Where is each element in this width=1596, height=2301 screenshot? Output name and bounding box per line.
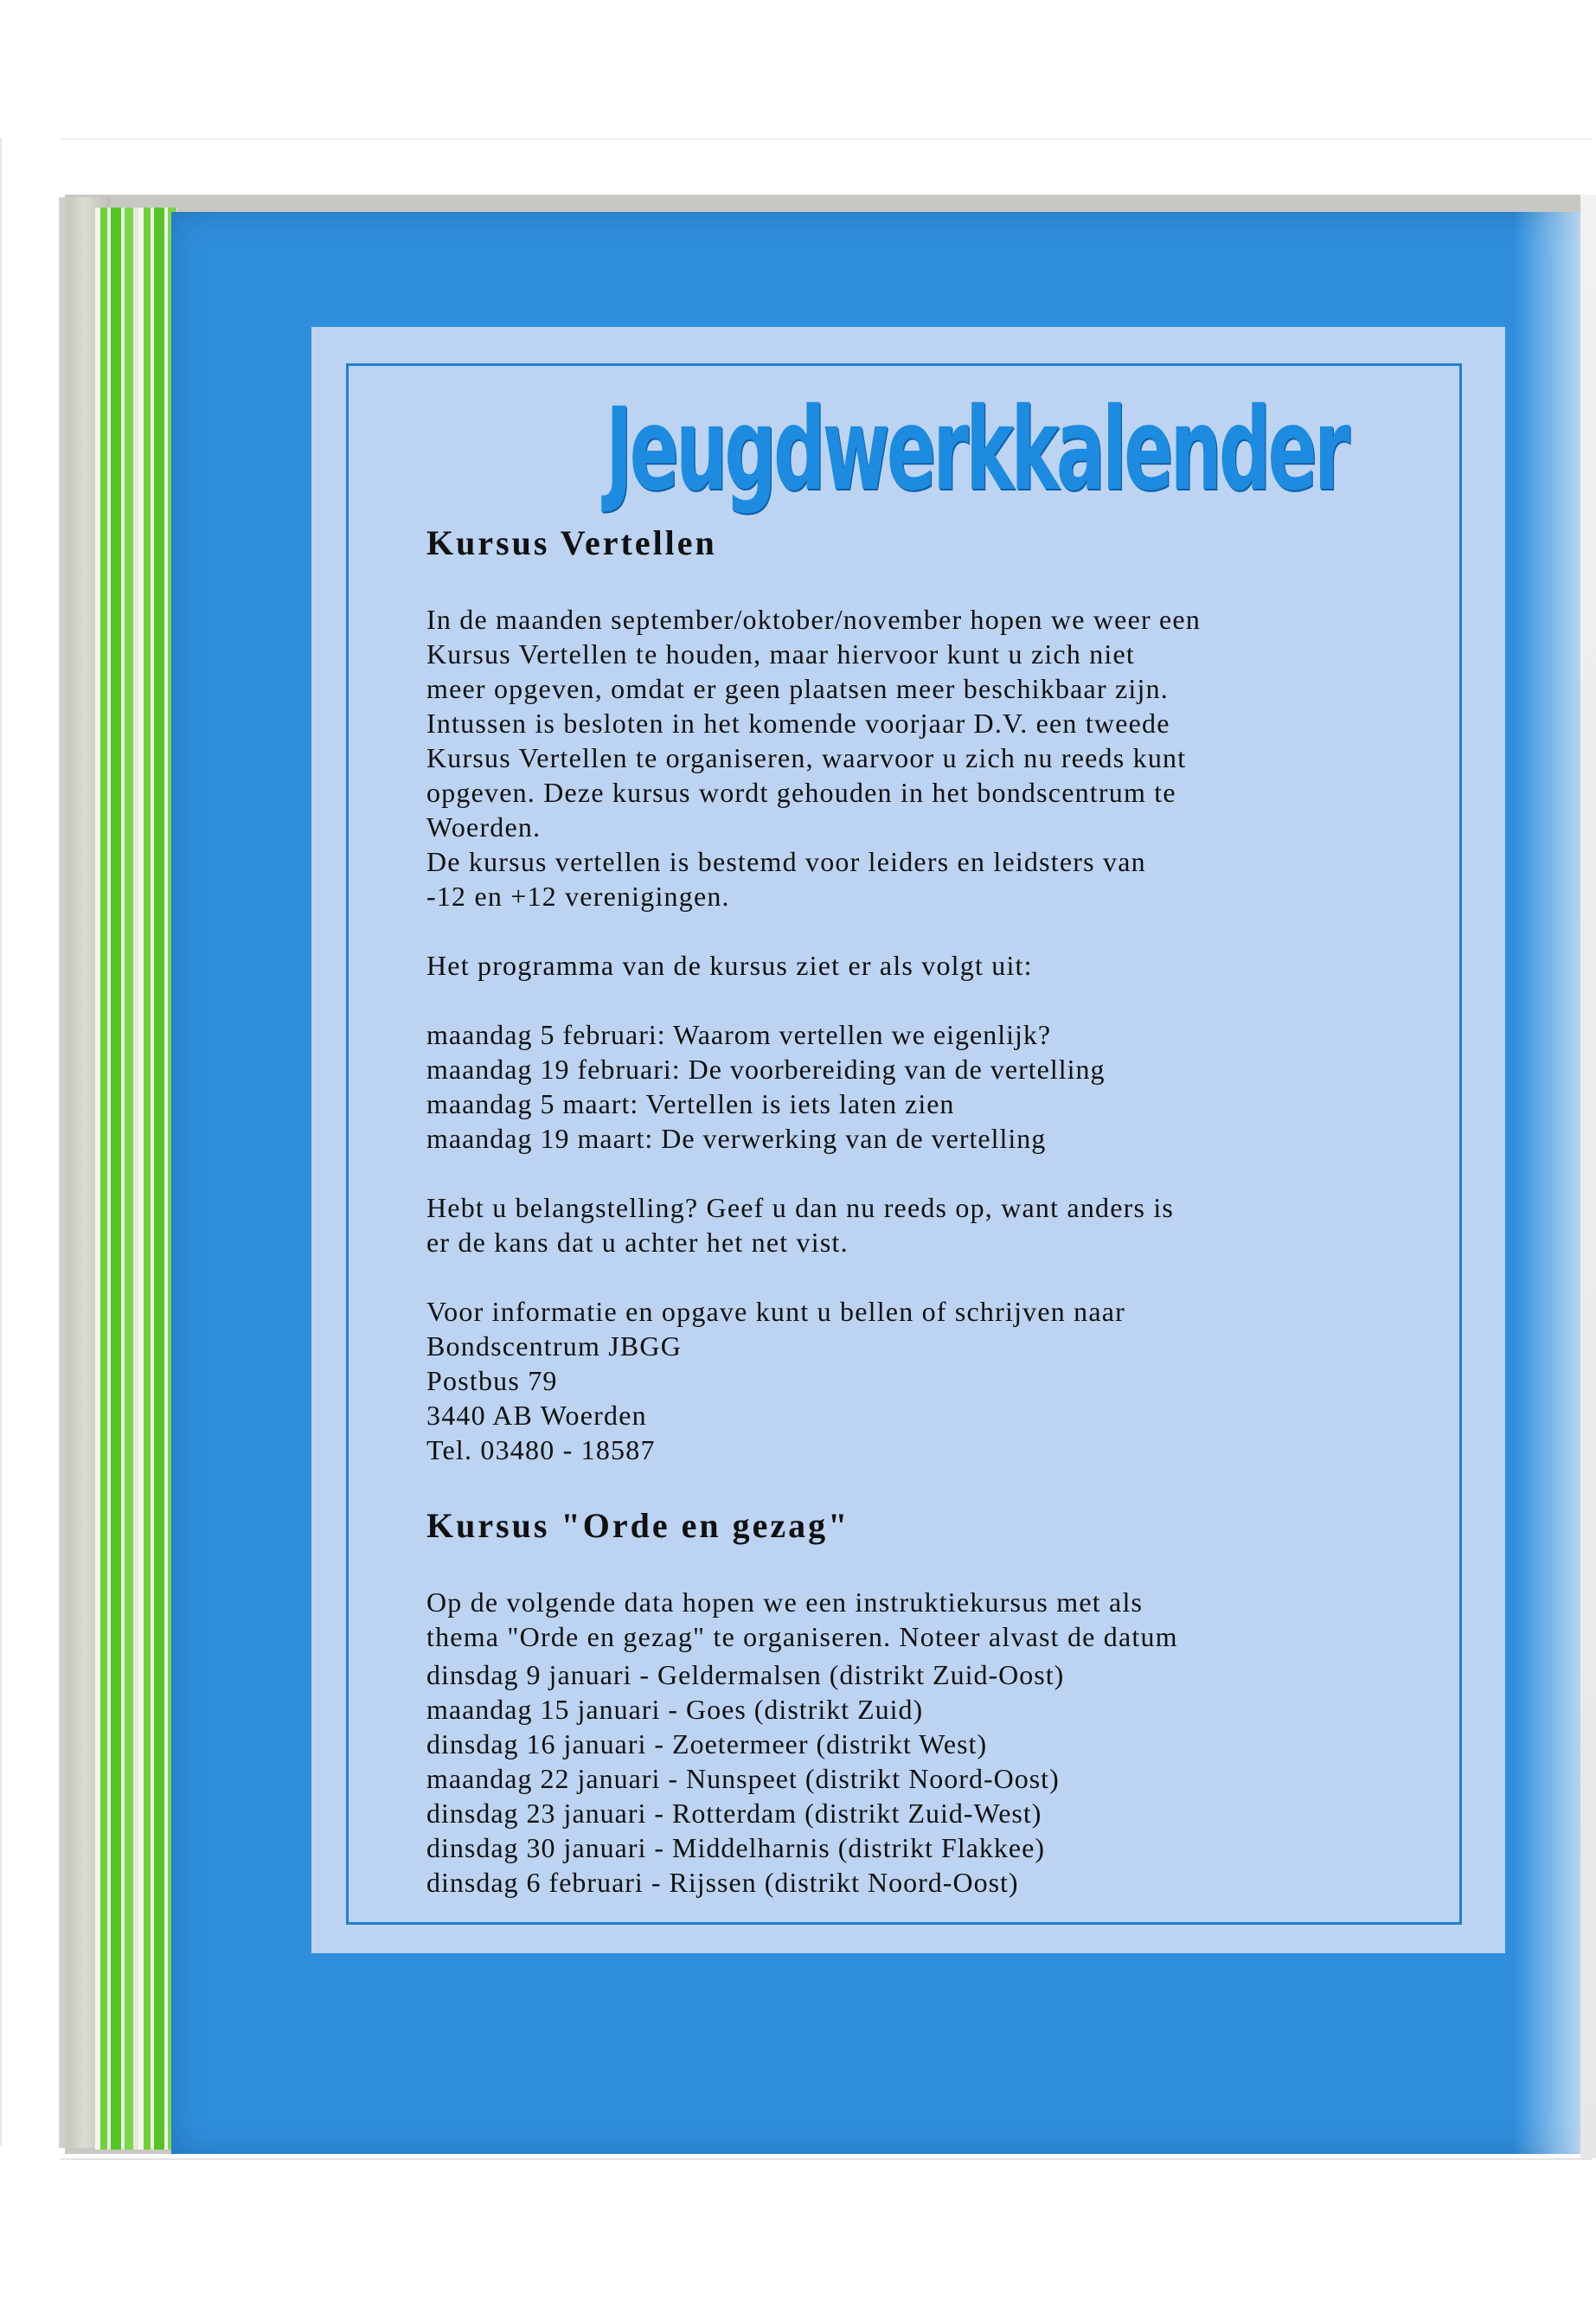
orde-intro-paragraph (426, 1585, 1421, 1654)
scan-bottom-line (61, 2158, 1592, 2160)
text-line: De kursus vertellen is bestemd voor leiders en leidsters van (426, 846, 1146, 877)
masthead-title: Jeugdwerkkalender (606, 383, 1347, 516)
scan-edge (0, 138, 2, 2145)
program-item: maandag 5 februari: Waarom vertellen we eigenlijk? (426, 1019, 1052, 1050)
contact-block (426, 1294, 1421, 1467)
text-line: thema "Orde en gezag" te organiseren. Noteer alvast de datum (426, 1621, 1178, 1652)
course-date-item: dinsdag 23 januari - Rotterdam (distrikt Zuid-West) (426, 1798, 1042, 1829)
text-line: Intussen is besloten in het komende voorjaar D.V. een tweede (426, 708, 1170, 739)
course-date-list (426, 1657, 1421, 1900)
text-line: er de kans dat u achter het net vist. (426, 1227, 849, 1258)
course-date-item: maandag 22 januari - Nunspeet (distrikt Noord-Oost) (426, 1763, 1060, 1794)
scan-right-edge (1580, 195, 1596, 2158)
interest-paragraph (426, 1190, 1421, 1259)
course-date-item: dinsdag 9 januari - Geldermalsen (distrikt Zuid-Oost) (426, 1659, 1065, 1690)
course-date-item: dinsdag 16 januari - Zoetermeer (distrikt West) (426, 1728, 988, 1759)
course-date-item: dinsdag 30 januari - Middelharnis (distrikt Flakkee) (426, 1832, 1045, 1863)
program-item: maandag 19 maart: De verwerking van de vertelling (426, 1123, 1047, 1154)
text-line: opgeven. Deze kursus wordt gehouden in het bondscentrum te (426, 777, 1176, 808)
article-content (426, 381, 1421, 1900)
text-line: In de maanden september/oktober/november hopen we weer een (426, 604, 1202, 635)
contact-line: Postbus 79 (426, 1365, 558, 1396)
page-stack-edges (95, 208, 177, 2150)
text-line: -12 en +12 verenigingen. (426, 881, 730, 912)
course-date-item: dinsdag 6 februari - Rijssen (distrikt Noord-Oost) (426, 1867, 1019, 1898)
text-line: meer opgeven, omdat er geen plaatsen meer beschikbaar zijn. (426, 673, 1170, 704)
section-title-orde-en-gezag: Kursus "Orde en gezag" (426, 1506, 850, 1545)
text-line: Op de volgende data hopen we een instruktiekursus met als (426, 1586, 1144, 1618)
intro-paragraph (426, 602, 1421, 913)
contact-line: Tel. 03480 - 18587 (426, 1434, 656, 1465)
program-item: maandag 19 februari: De voorbereiding van de vertelling (426, 1054, 1106, 1085)
scan-top-line (61, 138, 1592, 140)
section-title-kursus-vertellen: Kursus Vertellen (426, 523, 717, 562)
text-line: Hebt u belangstelling? Geef u dan nu reeds op, want anders is (426, 1192, 1175, 1223)
program-intro: Het programma van de kursus ziet er als volgt uit: (426, 950, 1033, 981)
course-date-item: maandag 15 januari - Goes (distrikt Zuid) (426, 1694, 924, 1725)
contact-line: Bondscentrum JBGG (426, 1330, 683, 1362)
text-line: Kursus Vertellen te organiseren, waarvoor u zich nu reeds kunt (426, 742, 1187, 773)
program-list (426, 1017, 1421, 1156)
text-line: Woerden. (426, 811, 542, 843)
text-line: Kursus Vertellen te houden, maar hiervoor kunt u zich niet (426, 638, 1136, 670)
contact-line: Voor informatie en opgave kunt u bellen of schrijven naar (426, 1296, 1126, 1327)
cover-faded-edge (1514, 212, 1583, 2154)
program-item: maandag 5 maart: Vertellen is iets laten zien (426, 1088, 955, 1119)
contact-line: 3440 AB Woerden (426, 1400, 647, 1431)
